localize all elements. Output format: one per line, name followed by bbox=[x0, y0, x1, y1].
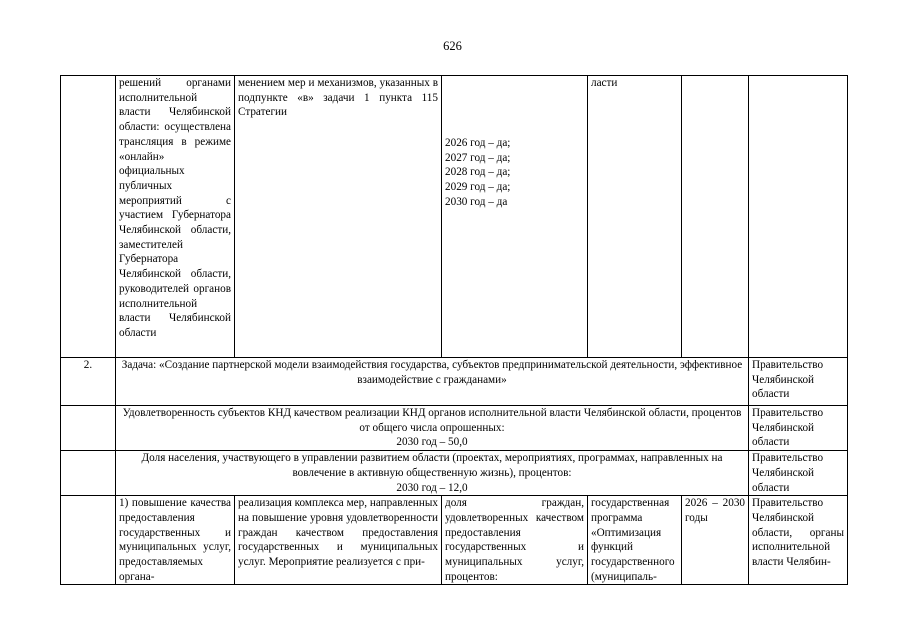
empty-cell bbox=[61, 406, 116, 451]
program-cell: государственная программа «Оптимизация функций государственного (муниципаль- bbox=[588, 496, 682, 585]
indicator-row bbox=[61, 406, 848, 451]
task-number: 2. bbox=[61, 358, 116, 406]
table-row bbox=[61, 496, 848, 585]
indicator-value: 2030 год – 50,0 bbox=[396, 436, 468, 449]
responsible-cell: Правительство Челябинской области, органы исполнительной власти Челябин- bbox=[749, 496, 848, 585]
indicator-responsible: Правительство Челябинской области bbox=[749, 451, 848, 496]
result-cell: 1) повышение качества предоставления государственных и муниципальных услуг, предоставляемых органа- bbox=[116, 496, 235, 585]
row-number-cell bbox=[61, 76, 116, 358]
task-text: Задача: «Создание партнерской модели взаимодействия государства, субъектов предпринимательской деятельности, эффективное взаимодействие с гражданами» bbox=[116, 358, 749, 406]
measure-cell: менением мер и механизмов, указанных в подпункте «в» задачи 1 пункта 115 Стратегии bbox=[235, 76, 442, 358]
empty-cell bbox=[61, 451, 116, 496]
indicator-cell: доля граждан, удовлетворенных качеством предоставления государственных и муниципальных услуг, процентов: bbox=[442, 496, 588, 585]
period-cell bbox=[682, 76, 749, 358]
strategy-table bbox=[60, 75, 848, 585]
period-cell: 2026 – 2030 годы bbox=[682, 496, 749, 585]
indicator-row bbox=[61, 451, 848, 496]
indicator-responsible: Правительство Челябинской области bbox=[749, 406, 848, 451]
program-cell: ласти bbox=[588, 76, 682, 358]
measure-cell: реализация комплекса мер, направленных на повышение уровня удовлетворенности граждан качеством предоставления государственных и муниципальных услуг. Мероприятие реализуется с при- bbox=[235, 496, 442, 585]
indicator-description: Доля населения, участвующего в управлении развитием области (проектах, мероприятиях, программах, направленных на вовлечение в активную общественную жизнь), процентов: bbox=[141, 452, 723, 479]
task-row bbox=[61, 358, 848, 406]
indicator-cell: 2026 год – да; 2027 год – да; 2028 год – да; 2029 год – да; 2030 год – да bbox=[442, 76, 588, 358]
indicator-description: Удовлетворенность субъектов КНД качеством реализации КНД органов исполнительной власти Челябинской области, процентов от общего числа опрошенных: bbox=[122, 407, 742, 434]
responsible-cell bbox=[749, 76, 848, 358]
task-responsible: Правительство Челябинской области bbox=[749, 358, 848, 406]
table-row bbox=[61, 76, 848, 358]
result-cell: решений органами исполнительной власти Челябинской области: осуществлена трансляция в режиме «онлайн» официальных публичных мероприятий с участием Губернатора Челябинской области, заместителей Губернатора Челябинской области, руководителей органов исполнительной власти Челябинской области bbox=[116, 76, 235, 358]
row-number-cell bbox=[61, 496, 116, 585]
page-number: 626 bbox=[443, 39, 462, 53]
indicator-text bbox=[116, 451, 749, 496]
indicator-text bbox=[116, 406, 749, 451]
indicator-value: 2030 год – 12,0 bbox=[396, 481, 468, 494]
